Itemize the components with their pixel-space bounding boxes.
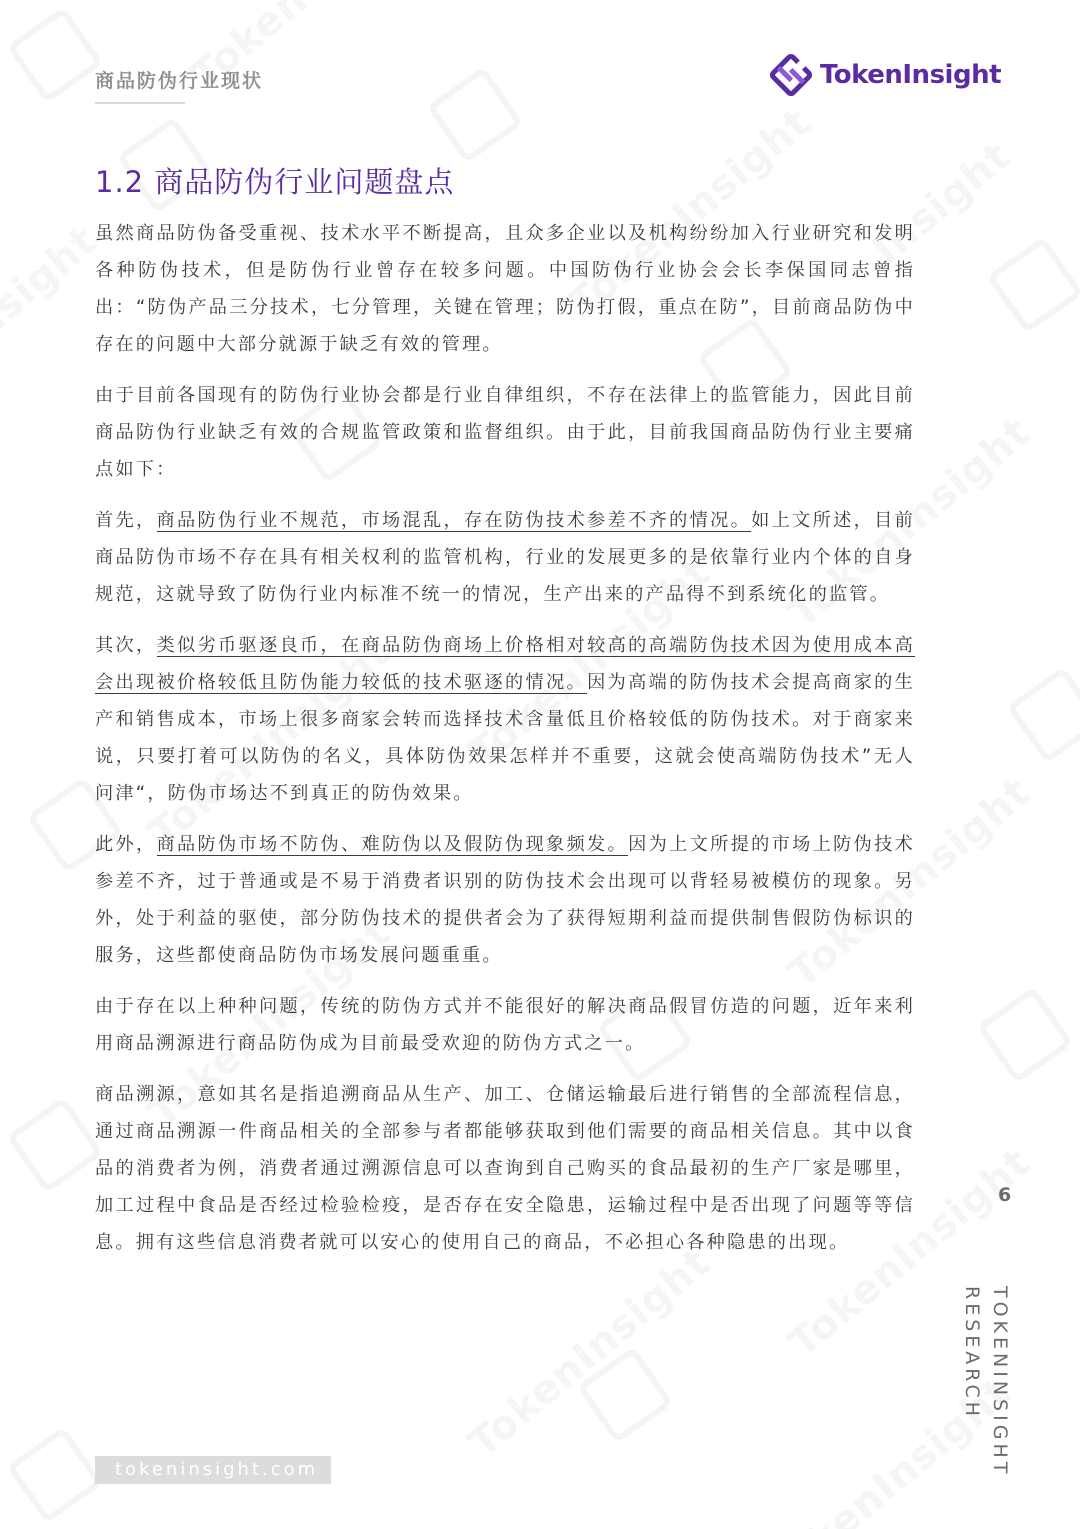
watermark-logo-icon xyxy=(1006,666,1080,763)
paragraph xyxy=(95,1076,915,1261)
paragraph-text: 商品溯源，意如其名是指追溯商品从生产、加工、仓储运输最后进行销售的全部流程信息，通过商品溯源一件商品相关的全部参与者都能够获取到他们需要的商品相关信息。其中以食品的消费者为例，消费者通过溯源信息可以查询到自己购买的食品最初的生产厂家是哪里，加工过程中食品是否经过检验检疫，是否存在安全隐患，运输过程中是否出现了问题等等信息。拥有这些信息消费者就可以安心的使用自己的商品，不必担心各种隐患的出现。 xyxy=(95,1084,915,1253)
body-content xyxy=(95,215,915,1275)
paragraph-text: 其次， xyxy=(95,635,157,656)
watermark-logo-icon xyxy=(976,986,1073,1083)
underlined-key-point: 商品防伪市场不防伪、难防伪以及假防伪现象频发。 xyxy=(156,834,629,855)
paragraph-text: 虽然商品防伪备受重视、技术水平不断提高，且众多企业以及机构纷纷加入行业研究和发明各种防伪技术，但是防伪行业曾存在较多问题。中国防伪行业协会会长李保国同志曾指出：“防伪产品三分技术，七分管理，关键在管理；防伪打假，重点在防”，目前商品防伪中存在的问题中大部分就源于缺乏有效的管理。 xyxy=(95,223,915,355)
header-section-label: 商品防伪行业现状 xyxy=(95,70,264,92)
page-number: 6 xyxy=(998,1184,1012,1206)
watermark-text xyxy=(0,218,106,349)
watermark-logo-icon xyxy=(426,66,523,163)
watermark-logo-icon xyxy=(6,6,103,103)
side-brand-label xyxy=(958,1286,1014,1477)
tokeninsight-logo-icon xyxy=(768,52,814,98)
paragraph xyxy=(95,627,915,812)
footer-website-link[interactable]: tokeninsight.com xyxy=(95,1456,331,1484)
paragraph-text: 首先， xyxy=(95,510,157,531)
paragraph-text: 此外， xyxy=(95,834,157,855)
side-label-line: RESEARCH xyxy=(961,1286,983,1421)
paragraph-text: 因为高端的防伪技术会提高商家的生产和销售成本，市场上很多商家会转而选择技术含量低且价格较低的防伪技术。对于商家来说，只要打着可以防伪的名义，具体防伪效果怎样并不重要，这就会使高端防伪技术”无人问津“，防伪市场达不到真正的防伪效果。 xyxy=(95,672,915,804)
underlined-key-point: 类似劣币驱逐良币，在商品防伪商场上价格相对较高的高端防伪技术因为使用成本高会出现被价格较低且防伪能力较低的技术驱逐的情况。 xyxy=(95,635,915,693)
watermark-logo-icon xyxy=(6,1426,103,1523)
paragraph-text: 因为上文所提的市场上防伪技术参差不齐，过于普通或是不易于消费者识别的防伪技术会出现可以背轻易被模仿的现象。另外，处于利益的驱使，部分防伪技术的提供者会为了获得短期利益而提供制售假防伪标识的服务，这些都使商品防伪市场发展问题重重。 xyxy=(95,834,915,966)
side-label-line: TOKENINSIGHT xyxy=(989,1286,1011,1478)
underlined-key-point: 商品防伪行业不规范，市场混乱，存在防伪技术参差不齐的情况。 xyxy=(156,510,752,531)
watermark-logo-icon xyxy=(986,236,1080,333)
paragraph xyxy=(95,988,915,1062)
header-divider xyxy=(95,102,185,104)
watermark-logo-icon xyxy=(6,1096,103,1193)
paragraph-text: 如上文所述，目前商品防伪市场不存在具有相关权利的监管机构，行业的发展更多的是依靠行业内个体的自身规范，这就导致了防伪行业内标准不统一的情况，生产出来的产品得不到系统化的监管。 xyxy=(95,510,915,605)
watermark-logo-icon xyxy=(576,1346,673,1443)
paragraph xyxy=(95,826,915,974)
paragraph xyxy=(95,215,915,363)
paragraph-text: 由于存在以上种种问题，传统的防伪方式并不能很好的解决商品假冒仿造的问题，近年来利用商品溯源进行商品防伪成为目前最受欢迎的防伪方式之一。 xyxy=(95,996,915,1054)
paragraph-text: 由于目前各国现有的防伪行业协会都是行业自律组织，不存在法律上的监管能力，因此目前商品防伪行业缺乏有效的合规监管政策和监督组织。由于此，目前我国商品防伪行业主要痛点如下： xyxy=(95,385,915,480)
brand-logo xyxy=(768,52,1001,98)
paragraph xyxy=(95,377,915,488)
logo-wordmark: TokenInsight xyxy=(820,60,1002,90)
section-heading: 1.2 商品防伪行业问题盘点 xyxy=(95,165,455,199)
paragraph xyxy=(95,502,915,613)
